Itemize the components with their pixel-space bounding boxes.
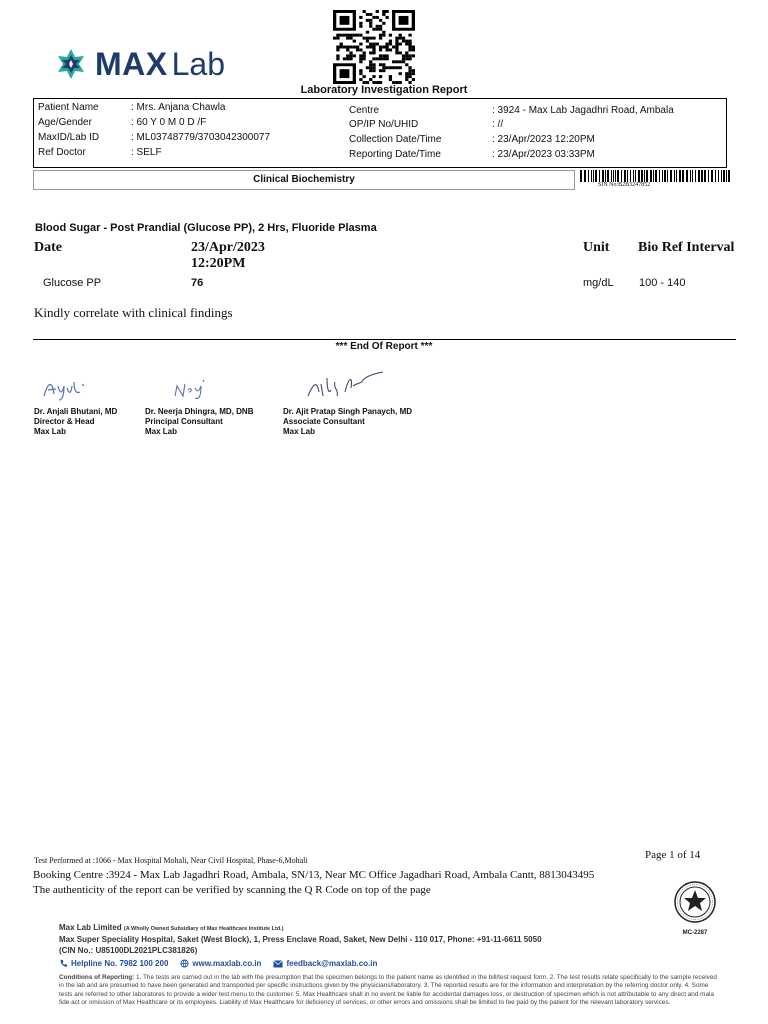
age-gender-label: Age/Gender bbox=[38, 117, 92, 128]
uhid-label: OP/IP No/UHID bbox=[349, 119, 419, 130]
signature-neerja bbox=[145, 374, 225, 402]
ref-doctor-value: : SELF bbox=[131, 147, 162, 158]
result-name: Glucose PP bbox=[43, 277, 102, 289]
department-title: Clinical Biochemistry bbox=[33, 170, 575, 190]
company-line bbox=[59, 923, 284, 932]
contact-line bbox=[59, 959, 377, 968]
doctor-role: Principal Consultant bbox=[145, 417, 223, 426]
phone-icon bbox=[59, 959, 68, 968]
mail-icon bbox=[273, 960, 283, 968]
doctor-name: Dr. Ajit Pratap Singh Panaych, MD bbox=[283, 407, 413, 416]
conditions-text: 1. The tests are carried out in the lab with the presumption that the specimen belongs to the patient name as identified in the bill/test request form. 2. The test results relate specifically to the sample received in the lab and are presumed to have been generated and transported per specific instructions given by the physicians/laboratory. 3. The reported results are for the information and interpretation by the referring doctor only. 4. Some tests are referred to other laboratores to provide a wider test menu to the customer. 5. Max Healthcare shall in no event be liable for accidental damages loss, or destruction of specimen which is not attributable to any direct and mala fide act or omission of Max Healthcare or its employees. Liability of Max Healthcare for deficiency of services, or other errors and omissions shall be limited to fee paid by the patient for the relevant laboratory services. bbox=[59, 974, 717, 1007]
collection-date-value: : 23/Apr/2023 12:20PM bbox=[492, 134, 595, 145]
date-value-line2: 12:20PM bbox=[191, 256, 246, 271]
hospital-address: Max Super Speciality Hospital, Saket (West Block), 1, Press Enclave Road, Saket, New Delhi - 110 017, Phone: +91-11-6611 5050 bbox=[59, 935, 542, 944]
authenticity-note: The authenticity of the report can be verified by scanning the Q R Code on top of the page bbox=[33, 884, 431, 896]
patient-name-value: : Mrs. Anjana Chawla bbox=[131, 102, 226, 113]
result-unit: mg/dL bbox=[583, 277, 614, 289]
result-ref-interval: 100 - 140 bbox=[639, 277, 686, 289]
unit-header: Unit bbox=[583, 240, 610, 255]
reporting-date-value: : 23/Apr/2023 03:33PM bbox=[492, 149, 595, 160]
report-title: Laboratory Investigation Report bbox=[300, 84, 468, 96]
centre-label: Centre bbox=[349, 105, 380, 116]
website-link[interactable]: www.maxlab.co.in bbox=[192, 959, 262, 968]
date-value-line1: 23/Apr/2023 bbox=[191, 240, 265, 255]
accreditation-seal-icon bbox=[670, 878, 720, 938]
lab-id-value: : ML03748779/3703042300077 bbox=[131, 132, 271, 143]
date-header: Date bbox=[34, 240, 62, 255]
reporting-date-label: Reporting Date/Time bbox=[349, 149, 441, 160]
doctor-role: Associate Consultant bbox=[283, 417, 365, 426]
signature-ajit bbox=[283, 366, 393, 402]
helpline: Helpline No. 7982 100 200 bbox=[71, 959, 169, 968]
max-lab-logo bbox=[55, 48, 225, 80]
logo-max-text: MAX bbox=[95, 46, 168, 82]
doctor-org: Max Lab bbox=[145, 427, 178, 436]
sin-number: SIN No:B2B3247852 bbox=[598, 182, 651, 188]
doctor-role: Director & Head bbox=[34, 417, 95, 426]
feedback-email-link[interactable]: feedback@maxlab.co.in bbox=[286, 959, 378, 968]
doctor-signature-block bbox=[283, 366, 412, 437]
doctor-org: Max Lab bbox=[283, 427, 316, 436]
patient-name-label: Patient Name bbox=[38, 102, 99, 113]
page-number: Page 1 of 14 bbox=[645, 849, 701, 861]
test-title: Blood Sugar - Post Prandial (Glucose PP), 2 Hrs, Fluoride Plasma bbox=[35, 222, 377, 234]
lab-id-label: MaxID/Lab ID bbox=[38, 132, 100, 143]
conditions-label: Conditions of Reporting: bbox=[59, 974, 135, 981]
cin-number: (CIN No.: U85100DL2021PLC381826) bbox=[59, 946, 198, 955]
barcode-icon bbox=[580, 170, 730, 182]
divider bbox=[33, 339, 736, 340]
seal-code: MC-2287 bbox=[682, 930, 708, 936]
logo-lab-text: Lab bbox=[171, 46, 225, 82]
doctor-name: Dr. Neerja Dhingra, MD, DNB bbox=[145, 407, 254, 416]
conditions-of-reporting bbox=[59, 974, 719, 1008]
collection-date-label: Collection Date/Time bbox=[349, 134, 442, 145]
booking-centre: Booking Centre :3924 - Max Lab Jagadhri Road, Ambala, SN/13, Near MC Office Jagadhari Road, Ambala Cantt, 8813043495 bbox=[33, 869, 595, 881]
globe-icon bbox=[180, 959, 189, 968]
doctor-signature-block bbox=[34, 374, 117, 437]
age-gender-value: : 60 Y 0 M 0 D /F bbox=[131, 117, 207, 128]
result-value: 76 bbox=[191, 277, 204, 289]
company-subsidiary: (A Wholly Owned Subsidiary of Max Healthcare Institute Ltd.) bbox=[123, 926, 284, 932]
uhid-value: : // bbox=[492, 119, 504, 130]
end-of-report: *** End Of Report *** bbox=[335, 341, 433, 352]
ref-doctor-label: Ref Doctor bbox=[38, 147, 86, 158]
max-lab-star-icon bbox=[55, 48, 87, 80]
clinical-note: Kindly correlate with clinical findings bbox=[34, 305, 233, 320]
test-performed-at: Test Performed at :1066 - Max Hospital Mohali, Near Civil Hospital, Phase-6,Mohali bbox=[34, 856, 308, 865]
doctor-org: Max Lab bbox=[34, 427, 67, 436]
ref-interval-header: Bio Ref Interval bbox=[638, 240, 735, 255]
doctor-signature-block bbox=[145, 374, 253, 437]
patient-info-box bbox=[33, 98, 727, 168]
doctor-name: Dr. Anjali Bhutani, MD bbox=[34, 407, 118, 416]
qr-code-icon bbox=[333, 10, 415, 84]
centre-value: : 3924 - Max Lab Jagadhri Road, Ambala bbox=[492, 105, 674, 116]
company-name: Max Lab Limited bbox=[59, 923, 122, 932]
signature-anjali bbox=[34, 374, 94, 402]
